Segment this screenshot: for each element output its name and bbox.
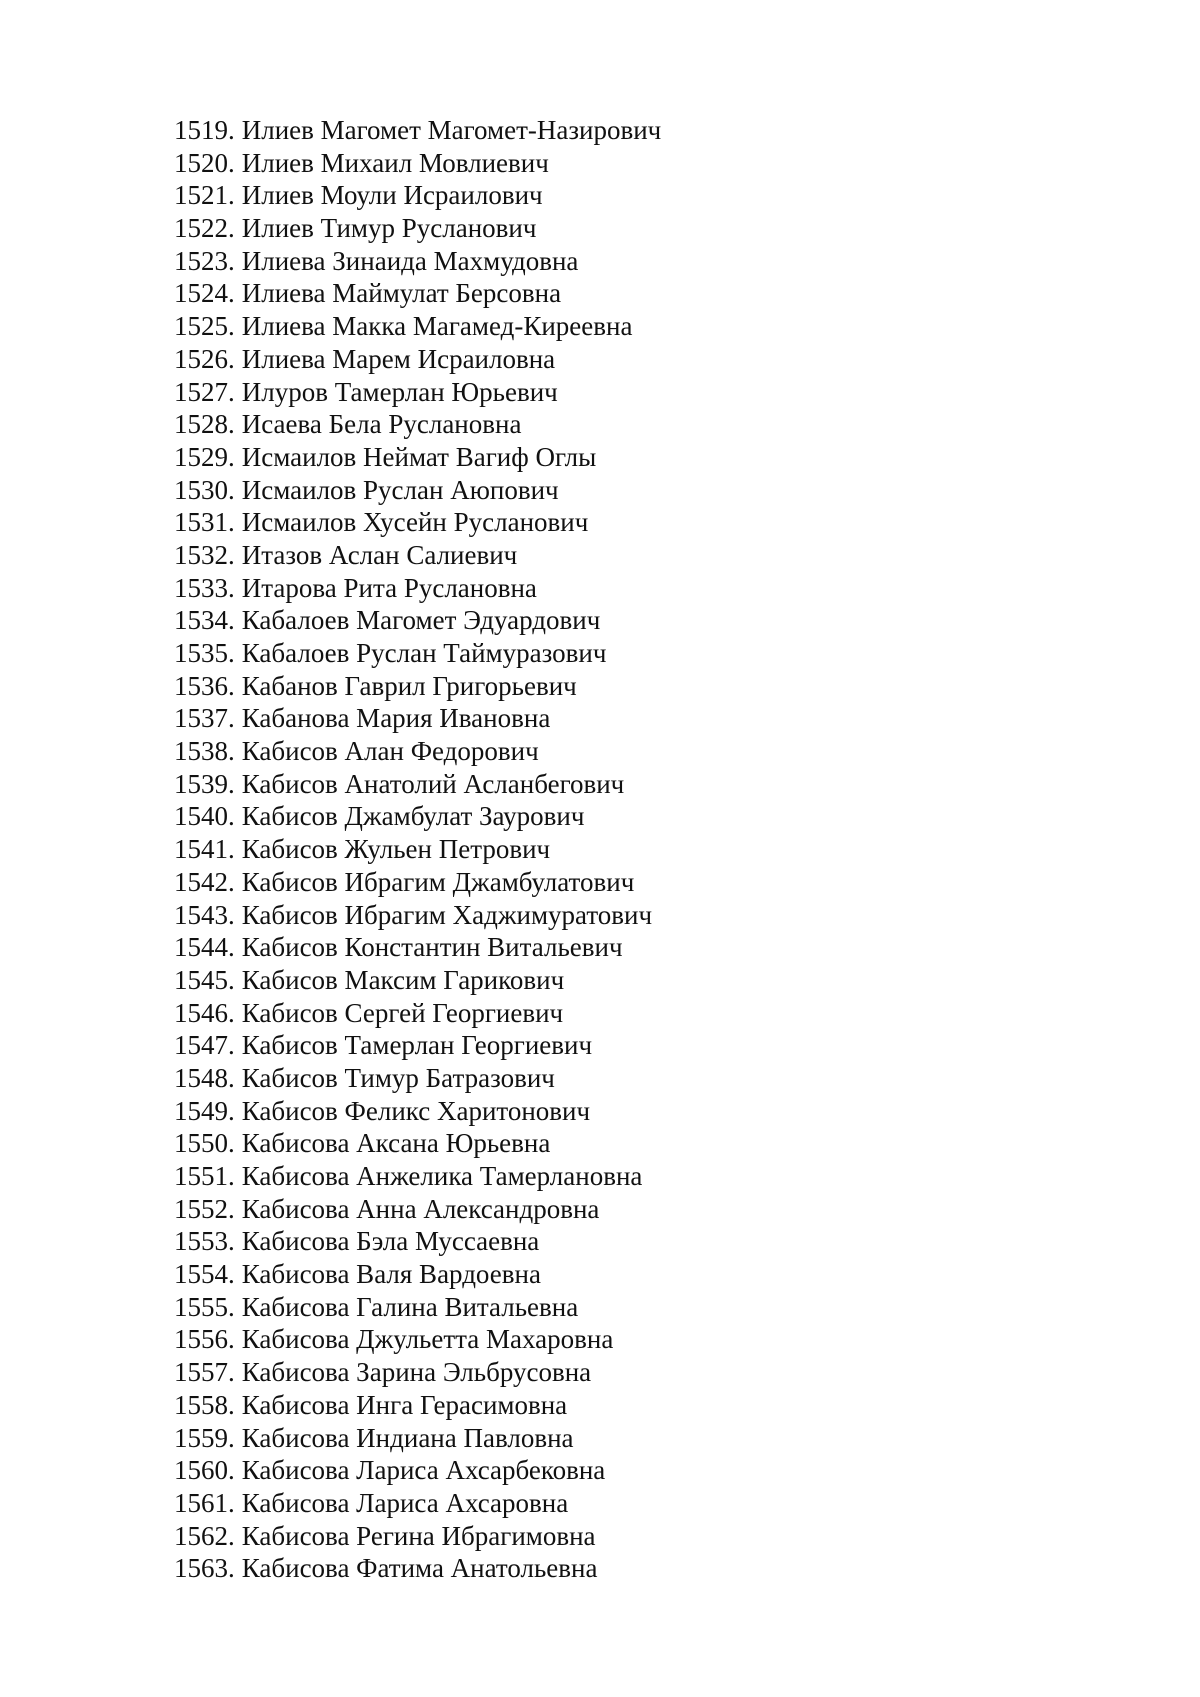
list-item [174, 931, 661, 964]
entry-name: Илиев Тимур Русланович [241, 213, 537, 244]
entry-number: 1558. [174, 1389, 235, 1420]
entry-name: Кабисов Тамерлан Георгиевич [241, 1030, 593, 1061]
entry-number: 1520. [174, 147, 235, 178]
list-item [174, 1258, 661, 1291]
entry-number: 1525. [174, 311, 235, 342]
list-item [174, 1552, 661, 1585]
entry-name: Кабисова Бэла Муссаевна [241, 1226, 540, 1257]
entry-number: 1531. [174, 507, 235, 538]
list-item [174, 179, 661, 212]
entry-number: 1522. [174, 213, 235, 244]
entry-name: Кабисов Алан Федорович [241, 736, 539, 767]
entry-number: 1551. [174, 1161, 235, 1191]
entry-name: Илиев Магомет Магомет-Назирович [241, 115, 662, 145]
entry-number: 1538. [174, 736, 235, 767]
entry-name: Илуров Тамерлан Юрьевич [241, 376, 558, 407]
list-item [174, 997, 661, 1030]
entry-number: 1521. [174, 180, 235, 211]
entry-name: Кабисова Валя Вардоевна [241, 1259, 541, 1290]
list-item [174, 1323, 661, 1356]
entry-name: Итазов Аслан Салиевич [241, 539, 518, 570]
list-item [174, 572, 661, 605]
list-item [174, 833, 661, 866]
entry-number: 1537. [174, 703, 235, 734]
entry-number: 1544. [174, 932, 235, 963]
list-item [174, 702, 661, 735]
list-item [174, 114, 661, 147]
list-item [174, 343, 661, 376]
list-item [174, 539, 661, 572]
entry-number: 1561. [174, 1487, 235, 1518]
entry-name: Илиева Зинаида Махмудовна [241, 245, 579, 276]
list-item [174, 637, 661, 670]
entry-name: Кабалоев Магомет Эдуардович [241, 605, 601, 636]
entry-number: 1526. [174, 343, 235, 374]
entry-name: Кабисов Анатолий Асланбегович [241, 768, 625, 799]
entry-name: Кабисова Лариса Ахсарбековна [241, 1455, 606, 1486]
entry-number: 1545. [174, 964, 235, 995]
list-item [174, 147, 661, 180]
list-item [174, 376, 661, 409]
entry-name: Кабисова Фатима Анатольевна [241, 1553, 598, 1584]
list-item [174, 800, 661, 833]
entry-number: 1529. [174, 441, 235, 472]
list-item [174, 1127, 661, 1160]
entry-name: Исмаилов Неймат Вагиф Оглы [241, 441, 597, 472]
entry-name: Кабисова Аксана Юрьевна [241, 1128, 551, 1159]
entry-name: Кабисов Константин Витальевич [241, 932, 623, 963]
entry-name: Илиев Моули Исраилович [241, 180, 543, 211]
entry-name: Кабисова Анна Александровна [241, 1193, 600, 1224]
entry-number: 1524. [174, 278, 235, 309]
entry-number: 1559. [174, 1422, 235, 1453]
entry-number: 1560. [174, 1455, 235, 1486]
entry-number: 1534. [174, 605, 235, 636]
entry-number: 1523. [174, 245, 235, 276]
entry-number: 1528. [174, 409, 235, 440]
entry-number: 1542. [174, 866, 235, 897]
list-item [174, 604, 661, 637]
list-item [174, 1487, 661, 1520]
list-item [174, 441, 661, 474]
entry-number: 1563. [174, 1553, 235, 1584]
entry-number: 1540. [174, 801, 235, 832]
list-item [174, 1356, 661, 1389]
list-item [174, 1029, 661, 1062]
list-item [174, 1062, 661, 1095]
entry-number: 1539. [174, 768, 235, 799]
list-item [174, 1291, 661, 1324]
list-item [174, 1193, 661, 1226]
entry-number: 1562. [174, 1520, 235, 1551]
entry-number: 1553. [174, 1226, 235, 1257]
list-item [174, 866, 661, 899]
entry-name: Кабисов Ибрагим Джамбулатович [241, 866, 635, 897]
name-list [174, 114, 661, 1585]
entry-number: 1555. [174, 1291, 235, 1322]
entry-name: Илиева Маймулат Берсовна [241, 278, 562, 309]
entry-number: 1535. [174, 638, 235, 668]
entry-name: Илиева Макка Магамед-Киреевна [241, 311, 633, 342]
entry-name: Кабисова Зарина Эльбрусовна [241, 1357, 592, 1388]
entry-name: Исаева Бела Руслановна [241, 409, 522, 440]
entry-name: Кабисов Джамбулат Заурович [241, 801, 585, 832]
entry-number: 1557. [174, 1357, 235, 1388]
entry-name: Кабисов Сергей Георгиевич [241, 997, 564, 1028]
list-item [174, 1422, 661, 1455]
entry-name: Илиева Марем Исраиловна [241, 343, 556, 374]
entry-number: 1543. [174, 899, 235, 930]
list-item [174, 1160, 661, 1193]
entry-name: Кабисова Лариса Ахсаровна [241, 1487, 569, 1518]
entry-number: 1533. [174, 572, 235, 603]
list-item [174, 1225, 661, 1258]
list-item [174, 768, 661, 801]
list-item [174, 1454, 661, 1487]
list-item [174, 408, 661, 441]
entry-number: 1541. [174, 834, 235, 865]
entry-name: Кабалоев Руслан Таймуразович [241, 638, 607, 668]
entry-number: 1554. [174, 1259, 235, 1290]
entry-number: 1527. [174, 376, 235, 407]
entry-number: 1530. [174, 474, 235, 505]
entry-number: 1548. [174, 1062, 235, 1093]
list-item [174, 899, 661, 932]
entry-name: Кабисова Галина Витальевна [241, 1291, 579, 1322]
list-item [174, 1095, 661, 1128]
entry-name: Кабанов Гаврил Григорьевич [241, 670, 577, 701]
entry-name: Кабисов Тимур Батразович [241, 1062, 555, 1093]
list-item [174, 474, 661, 507]
list-item [174, 964, 661, 997]
entry-name: Кабисов Жульен Петрович [241, 834, 551, 865]
entry-name: Илиев Михаил Мовлиевич [241, 147, 549, 178]
entry-name: Кабисова Регина Ибрагимовна [241, 1520, 596, 1551]
entry-number: 1532. [174, 539, 235, 570]
entry-number: 1556. [174, 1324, 235, 1355]
list-item [174, 1389, 661, 1422]
list-item [174, 1520, 661, 1553]
list-item [174, 506, 661, 539]
list-item [174, 735, 661, 768]
entry-number: 1549. [174, 1095, 235, 1126]
list-item [174, 310, 661, 343]
entry-name: Кабисов Максим Гарикович [241, 964, 565, 995]
list-item [174, 670, 661, 703]
list-item [174, 245, 661, 278]
entry-name: Кабисов Ибрагим Хаджимуратович [241, 899, 653, 930]
entry-name: Кабисова Джульетта Махаровна [241, 1324, 614, 1355]
entry-number: 1546. [174, 997, 235, 1028]
entry-name: Исмаилов Хусейн Русланович [241, 507, 589, 538]
entry-number: 1552. [174, 1193, 235, 1224]
list-item [174, 277, 661, 310]
entry-number: 1536. [174, 670, 235, 701]
entry-number: 1550. [174, 1128, 235, 1159]
entry-number: 1547. [174, 1030, 235, 1061]
entry-name: Кабисова Инга Герасимовна [241, 1389, 568, 1420]
entry-number: 1519. [174, 115, 235, 145]
entry-name: Кабисов Феликс Харитонович [241, 1095, 591, 1126]
entry-name: Итарова Рита Руслановна [241, 572, 537, 603]
entry-name: Исмаилов Руслан Аюпович [241, 474, 559, 505]
entry-name: Кабисова Индиана Павловна [241, 1422, 574, 1453]
entry-name: Кабанова Мария Ивановна [241, 703, 551, 734]
entry-name: Кабисова Анжелика Тамерлановна [241, 1161, 643, 1191]
list-item [174, 212, 661, 245]
